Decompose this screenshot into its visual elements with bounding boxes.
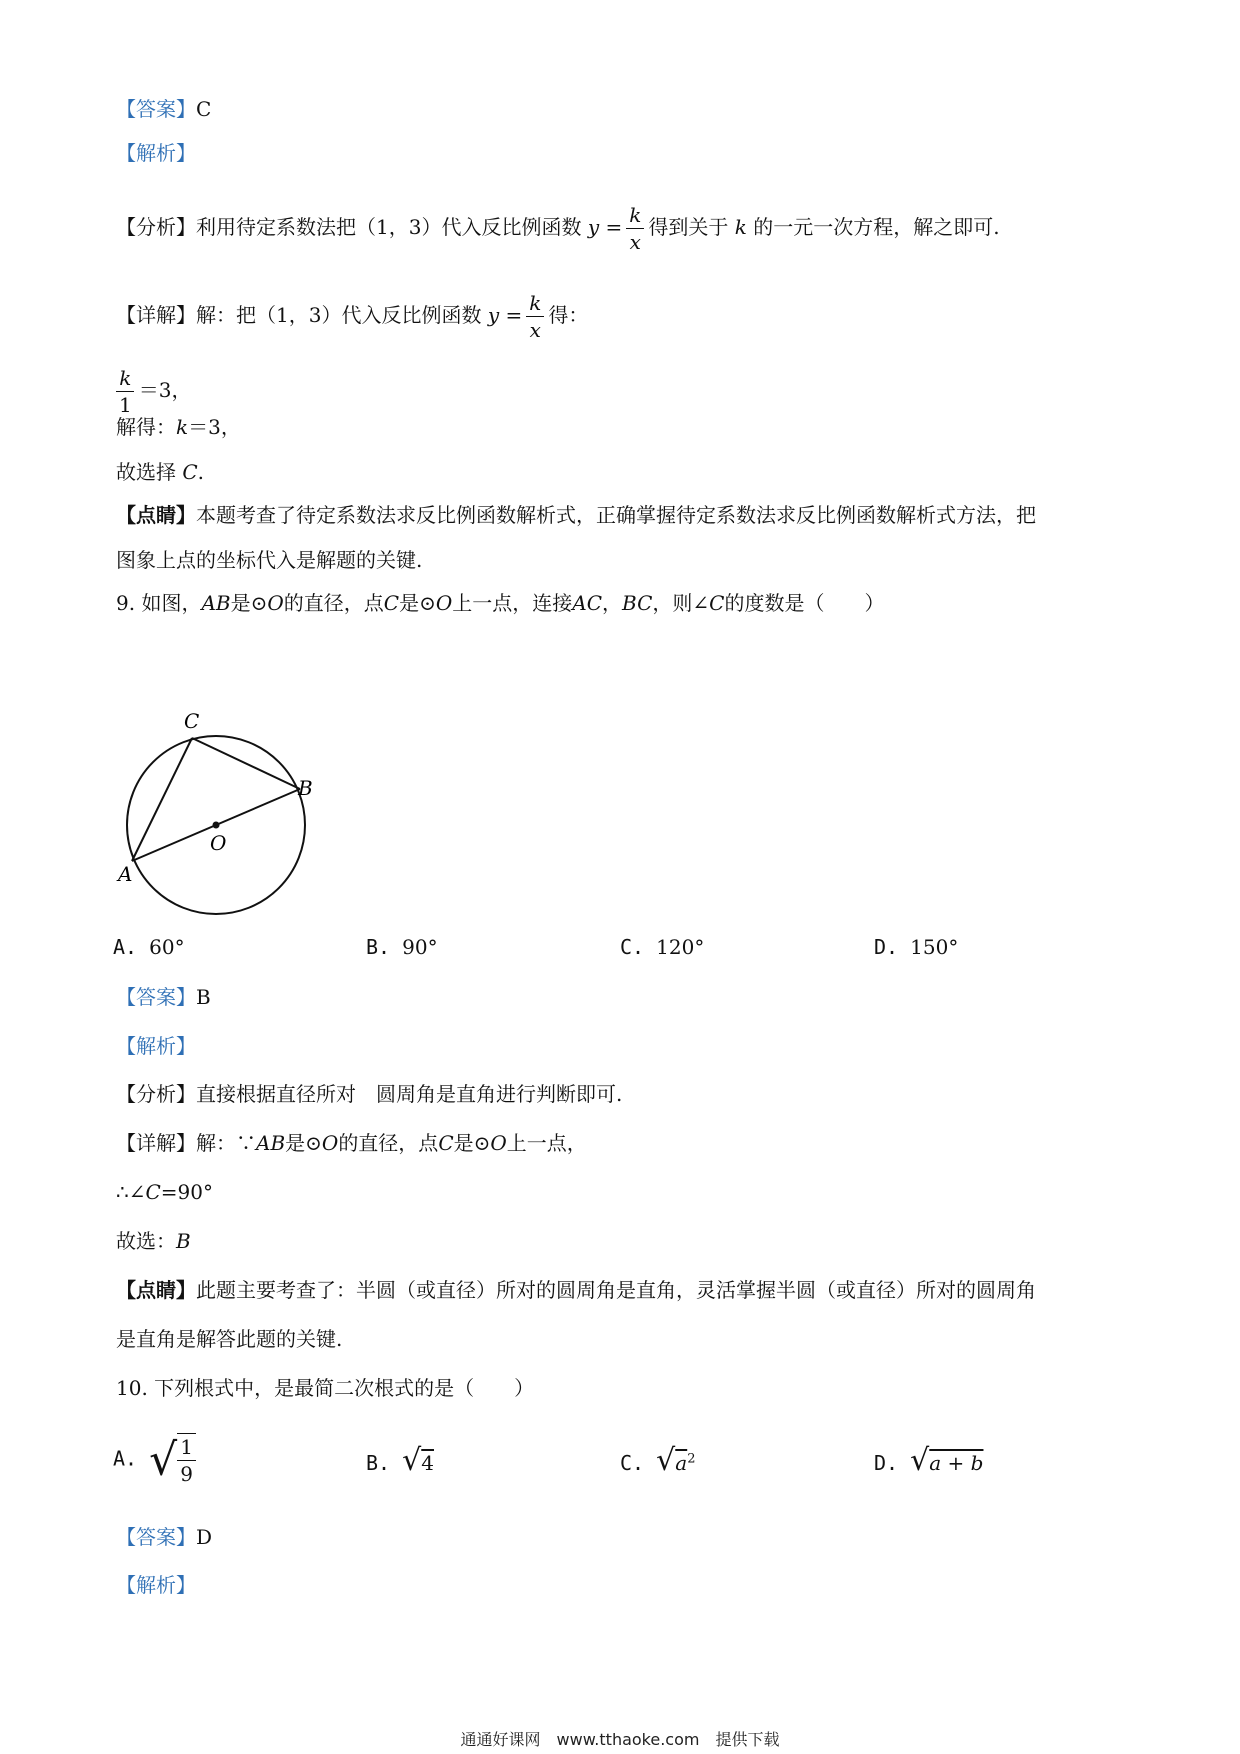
point-o: O [490, 1131, 507, 1155]
q8-answer-line [116, 95, 211, 123]
option-label: D. [874, 935, 899, 959]
point-c: C [438, 1131, 454, 1155]
analysis-tag: 【解析】 [116, 141, 196, 165]
point-c: C [709, 591, 725, 615]
stem-text: 10. 下列根式中，是最简二次根式的是（ ） [116, 1376, 535, 1400]
exponent: 2 [687, 1451, 696, 1467]
q9-choose-line [116, 1227, 191, 1255]
q9-point-line1 [116, 1276, 1036, 1304]
q9-option-a[interactable] [113, 935, 185, 959]
analysis-tag: 【解析】 [116, 1573, 196, 1597]
choose-text: . [197, 460, 205, 484]
stem-text: 9. 如图， [116, 591, 202, 615]
var-k: k [176, 415, 189, 439]
solve-text: ＝3， [188, 415, 241, 439]
detail-text: 是⊙ [453, 1131, 491, 1155]
option-label: C. [620, 935, 645, 959]
fenxi-tag: 【分析】 [116, 1082, 196, 1106]
solve-text: 解得： [116, 415, 176, 439]
option-label: A. [113, 1446, 138, 1471]
q8-analysis-tag [116, 139, 196, 167]
q9-detail-line [116, 1129, 587, 1157]
answer-value: D [196, 1525, 213, 1549]
sqrt-icon: √ [910, 1443, 930, 1478]
detail-text: 解：∵ [196, 1131, 256, 1155]
stem-text: 的度数是（ ） [724, 591, 885, 615]
sqrt-icon: √ [149, 1434, 178, 1486]
point-text: 是直角是解答此题的关键. [116, 1327, 343, 1351]
q9-stem [116, 589, 884, 617]
option-fraction [177, 1433, 196, 1487]
stem-text: 上一点，连接 [452, 591, 573, 615]
q8-point-line1 [116, 501, 1036, 529]
fraction-numerator: k [526, 290, 544, 317]
option-value: 60° [149, 935, 185, 959]
segment-ab: AB [256, 1131, 286, 1155]
choose-letter: C [182, 460, 198, 484]
formula-lhs: y = [587, 215, 623, 239]
fraction-numerator: k [116, 365, 134, 392]
segment-ac: AC [572, 591, 602, 615]
q10-analysis-tag [116, 1571, 196, 1599]
option-label: B. [366, 1451, 391, 1475]
fraction-denominator: 1 [119, 393, 132, 417]
answer-tag: 【答案】 [116, 1525, 196, 1549]
stem-text: 的直径，点 [283, 591, 384, 615]
q8-choose-line [116, 458, 204, 486]
var-k: k [734, 215, 747, 239]
detail-text: 得： [548, 303, 589, 327]
fraction-numerator: k [626, 202, 644, 229]
fenxi-text: 得到关于 [648, 215, 729, 239]
analysis-tag: 【解析】 [116, 1034, 196, 1058]
answer-tag: 【答案】 [116, 985, 196, 1009]
label-o: O [210, 831, 227, 855]
option-value: 120° [656, 935, 705, 959]
option-label: A. [113, 935, 138, 959]
segment-bc: BC [622, 591, 653, 615]
detail-text: 上一点， [506, 1131, 587, 1155]
option-label: B. [366, 935, 391, 959]
radicand: a [675, 1451, 688, 1475]
fraction-denominator: x [629, 230, 641, 254]
stem-text: 是⊙ [230, 591, 268, 615]
q10-stem [116, 1374, 534, 1402]
stem-text: ， [602, 591, 622, 615]
fraction-denominator: 9 [180, 1462, 193, 1486]
q9-fenxi-line [116, 1080, 622, 1108]
label-c: C [184, 709, 200, 733]
formula-lhs: y = [487, 303, 523, 327]
option-value: 150° [910, 935, 959, 959]
option-label: D. [874, 1451, 899, 1475]
q10-answer-line [116, 1523, 212, 1551]
point-text: 图象上点的坐标代入是解题的关键. [116, 548, 423, 572]
q10-option-c[interactable] [620, 1443, 695, 1478]
detail-text: 是⊙ [285, 1131, 322, 1155]
q8-fenxi-line [116, 202, 1000, 255]
fenxi-tag: 【分析】 [116, 215, 196, 239]
q9-point-line2 [116, 1325, 342, 1353]
equation-rest: ＝3， [138, 378, 192, 402]
q9-therefore-line [116, 1178, 213, 1206]
formula-fraction [526, 290, 544, 343]
point-tag: 【点睛】 [116, 1278, 196, 1302]
q9-option-d[interactable] [874, 935, 958, 959]
fenxi-text: 利用待定系数法把（1，3）代入反比例函数 [196, 215, 582, 239]
point-o: O [435, 591, 453, 615]
stem-text: ，则∠ [652, 591, 710, 615]
choose-letter: B [176, 1229, 191, 1253]
page-footer: 通通好课网 www.tthaoke.com 提供下载 [460, 1730, 780, 1749]
option-label: C. [620, 1451, 645, 1475]
q10-option-d[interactable] [874, 1443, 983, 1478]
q9-answer-line [116, 983, 211, 1011]
choose-text: 故选择 [116, 460, 176, 484]
fenxi-text: 的一元一次方程，解之即可. [753, 215, 1000, 239]
q9-option-c[interactable] [620, 935, 704, 959]
fraction-numerator: 1 [177, 1434, 196, 1461]
segment-ab: AB [201, 591, 231, 615]
point-c: C [145, 1180, 161, 1204]
stem-text: 是⊙ [399, 591, 436, 615]
detail-tag: 【详解】 [116, 1131, 196, 1155]
point-o: O [267, 591, 284, 615]
therefore-value: =90° [160, 1180, 214, 1204]
chord-ac [132, 738, 192, 861]
sqrt-icon: √ [402, 1443, 422, 1478]
center-dot [213, 822, 220, 829]
q8-equation-line [116, 365, 191, 418]
point-text: 本题考查了待定系数法求反比例函数解析式，正确掌握待定系数法求反比例函数解析式方法，把 [196, 503, 1036, 527]
q9-option-b[interactable] [366, 935, 438, 959]
equation-fraction [116, 365, 135, 418]
detail-tag: 【详解】 [116, 303, 196, 327]
point-tag: 【点睛】 [116, 503, 196, 527]
answer-tag: 【答案】 [116, 97, 196, 121]
choose-text: 故选： [116, 1229, 176, 1253]
answer-value: C [196, 97, 212, 121]
detail-text: 的直径，点 [338, 1131, 439, 1155]
q10-option-b[interactable] [366, 1443, 434, 1478]
option-value: 90° [402, 935, 438, 959]
circle-figure [108, 700, 313, 920]
fenxi-text: 直接根据直径所对 圆周角是直角进行判断即可. [196, 1082, 623, 1106]
detail-text: 解：把（1，3）代入反比例函数 [196, 303, 482, 327]
point-c: C [383, 591, 400, 615]
fraction-denominator: x [529, 318, 541, 342]
point-text: 此题主要考查了：半圆（或直径）所对的圆周角是直角，灵活掌握半圆（或直径）所对的圆周角 [196, 1278, 1036, 1302]
q8-point-line2 [116, 546, 422, 574]
label-b: B [298, 776, 313, 800]
q9-analysis-tag [116, 1032, 196, 1060]
radicand: a + b [929, 1451, 984, 1475]
formula-fraction [626, 202, 644, 255]
therefore-text: ∴∠ [116, 1180, 146, 1204]
sqrt-icon: √ [656, 1443, 676, 1478]
chord-bc [192, 738, 300, 789]
label-a: A [118, 862, 133, 886]
point-o: O [321, 1131, 339, 1155]
answer-value: B [196, 985, 211, 1009]
q10-option-a[interactable] [113, 1433, 200, 1487]
q8-detail-line [116, 290, 588, 343]
radicand: 4 [421, 1451, 434, 1475]
q8-solve-line [116, 413, 241, 441]
